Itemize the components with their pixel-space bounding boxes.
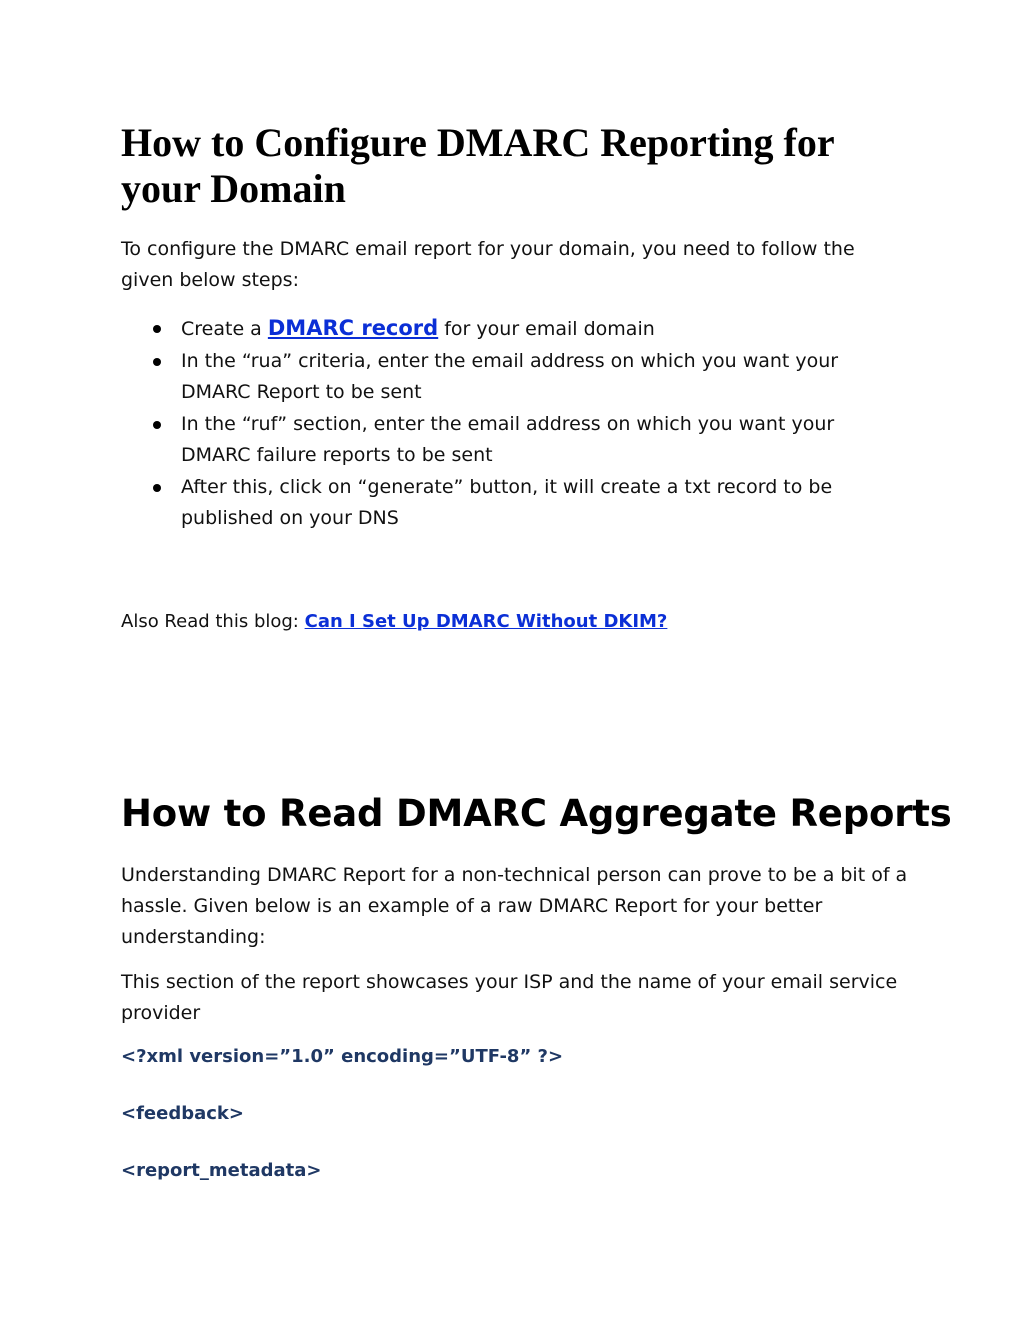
list-item	[121, 346, 881, 408]
bullet-icon	[153, 358, 161, 366]
code-line-feedback: <feedback>	[121, 1103, 244, 1124]
isp-section-paragraph: This section of the report showcases your ISP and the name of your email service provider	[121, 971, 898, 1024]
section-heading-read-reports: How to Read DMARC Aggregate Reports	[121, 792, 952, 835]
dmarc-record-link[interactable]: DMARC record	[267, 316, 439, 340]
bullet-icon	[153, 421, 161, 429]
step-text: In the “rua” criteria, enter the email address on which you want your DMARC Report to be sent	[181, 350, 839, 403]
read-reports-paragraph: Understanding DMARC Report for a non-technical person can prove to be a bit of a hassle. Given below is an example of a raw DMARC Report for your better understanding:	[121, 864, 908, 948]
step-text-before: Create a	[181, 318, 268, 340]
configure-steps-list	[121, 313, 881, 535]
list-item	[121, 409, 881, 471]
step-text: After this, click on “generate” button, it will create a txt record to be published on your DNS	[181, 476, 833, 529]
also-read-line	[121, 606, 911, 637]
step-text-after: for your email domain	[438, 318, 655, 340]
section-heading-configure: How to Configure DMARC Reporting for your Domain	[121, 120, 834, 211]
bullet-icon	[153, 325, 161, 333]
bullet-icon	[153, 484, 161, 492]
list-item	[121, 472, 881, 534]
configure-intro-paragraph: To configure the DMARC email report for your domain, you need to follow the given below steps:	[121, 238, 855, 291]
code-line-xml-declaration: <?xml version=”1.0” encoding=”UTF-8” ?>	[121, 1046, 564, 1067]
step-text: In the “ruf” section, enter the email address on which you want your DMARC failure reports to be sent	[181, 413, 835, 466]
code-line-report-metadata: <report_metadata>	[121, 1160, 322, 1181]
also-read-label: Also Read this blog:	[121, 611, 305, 632]
list-item	[121, 313, 881, 345]
dkim-blog-link[interactable]: Can I Set Up DMARC Without DKIM?	[304, 611, 668, 632]
